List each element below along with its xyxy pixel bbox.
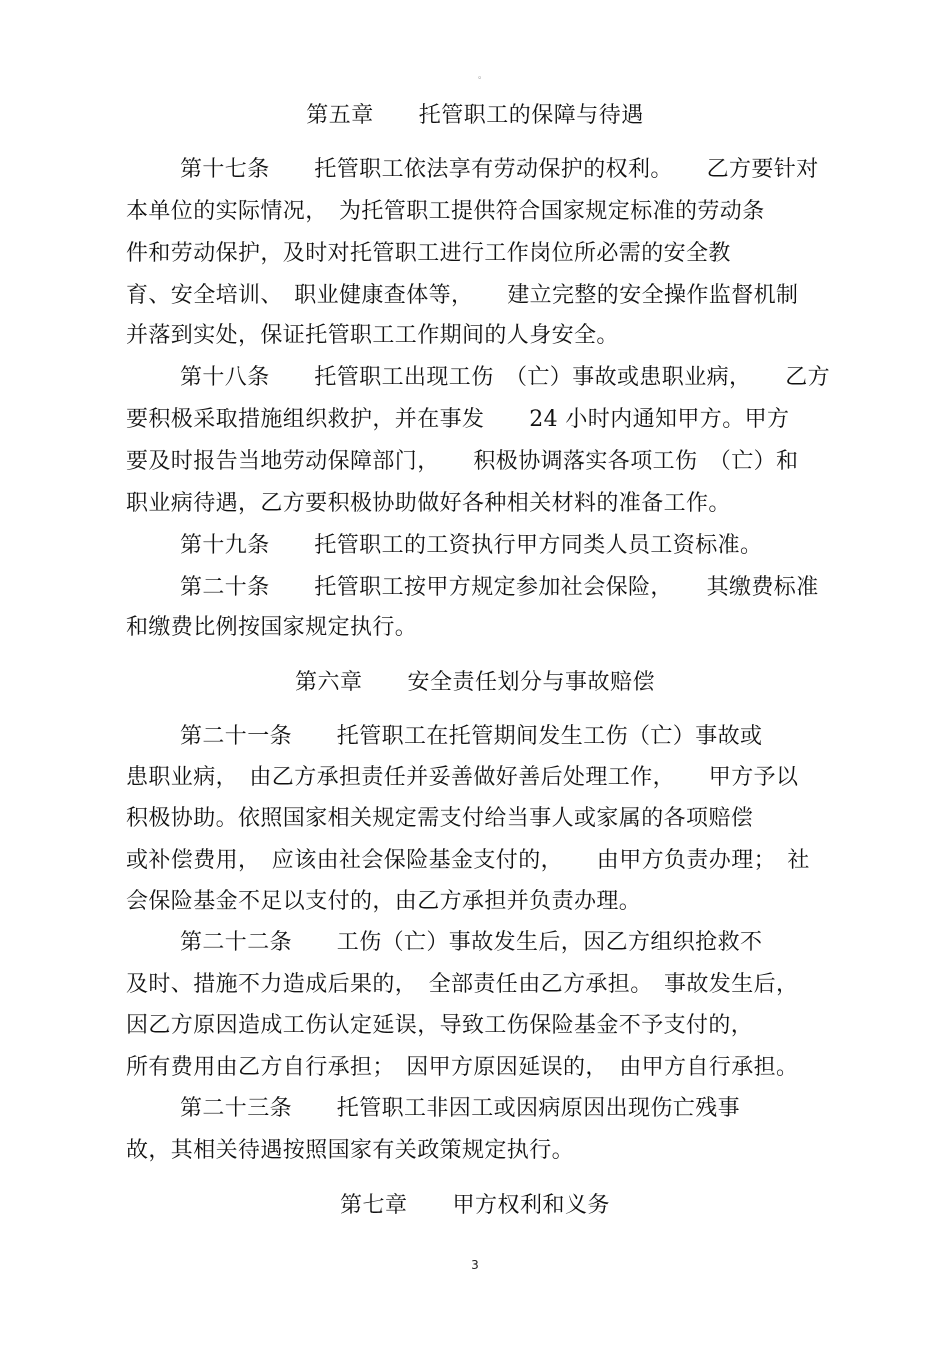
chapter-6-heading: 第六章 安全责任划分与事故赔偿: [294, 670, 655, 695]
article-23-line-1: 第二十三条 托管职工非因工或因病原因出现伤亡残事: [180, 1096, 741, 1121]
article-18-line-3: 要及时报告当地劳动保障部门， 积极协调落实各项工伤 （亡）和: [126, 449, 799, 474]
article-17-line-5: 并落到实处，保证托管职工工作期间的人身安全。: [126, 323, 619, 348]
article-21-line-4: 或补偿费用， 应该由社会保险基金支付的， 由甲方负责办理； 社: [126, 848, 810, 873]
page-number: 3: [471, 1258, 479, 1272]
article-19-line-1: 第十九条 托管职工的工资执行甲方同类人员工资标准。: [180, 533, 763, 558]
article-23-line-2: 故，其相关待遇按照国家有关政策规定执行。: [126, 1138, 575, 1163]
article-17-line-3: 件和劳动保护，及时对托管职工进行工作岗位所必需的安全教: [126, 241, 731, 266]
article-22-line-3: 因乙方原因造成工伤认定延误，导致工伤保险基金不予支付的，: [126, 1013, 754, 1038]
page-marker: 。: [478, 71, 488, 81]
article-18-line-1: 第十八条 托管职工出现工伤 （亡）事故或患职业病， 乙方: [180, 365, 831, 390]
article-21-line-2: 患职业病， 由乙方承担责任并妥善做好善后处理工作， 甲方予以: [126, 765, 799, 790]
article-18-line-2: 要积极采取措施组织救护，并在事发 24 小时内通知甲方。甲方: [126, 407, 790, 432]
article-17-line-2: 本单位的实际情况， 为托管职工提供符合国家规定标准的劳动条: [126, 199, 765, 224]
article-17-line-1: 第十七条 托管职工依法享有劳动保护的权利。 乙方要针对: [180, 157, 819, 182]
article-22-line-4: 所有费用由乙方自行承担； 因甲方原因延误的， 由甲方自行承担。: [126, 1055, 799, 1080]
article-21-line-5: 会保险基金不足以支付的，由乙方承担并负责办理。: [126, 889, 642, 914]
article-22-line-1: 第二十二条 工伤（亡）事故发生后，因乙方组织抢救不: [180, 930, 763, 955]
article-18-line-4: 职业病待遇，乙方要积极协助做好各种相关材料的准备工作。: [126, 491, 731, 516]
article-21-line-3: 积极协助。依照国家相关规定需支付给当事人或家属的各项赔偿: [126, 806, 754, 831]
article-21-line-1: 第二十一条 托管职工在托管期间发生工伤（亡）事故或: [180, 724, 763, 749]
article-17-line-4: 育、安全培训、 职业健康查体等， 建立完整的安全操作监督机制: [126, 283, 799, 308]
article-20-line-1: 第二十条 托管职工按甲方规定参加社会保险， 其缴费标准: [180, 575, 819, 600]
article-22-line-2: 及时、措施不力造成后果的， 全部责任由乙方承担。 事故发生后，: [126, 972, 799, 997]
chapter-5-heading: 第五章 托管职工的保障与待遇: [306, 103, 644, 128]
article-20-line-2: 和缴费比例按国家规定执行。: [126, 615, 418, 640]
chapter-7-heading: 第七章 甲方权利和义务: [339, 1193, 610, 1218]
